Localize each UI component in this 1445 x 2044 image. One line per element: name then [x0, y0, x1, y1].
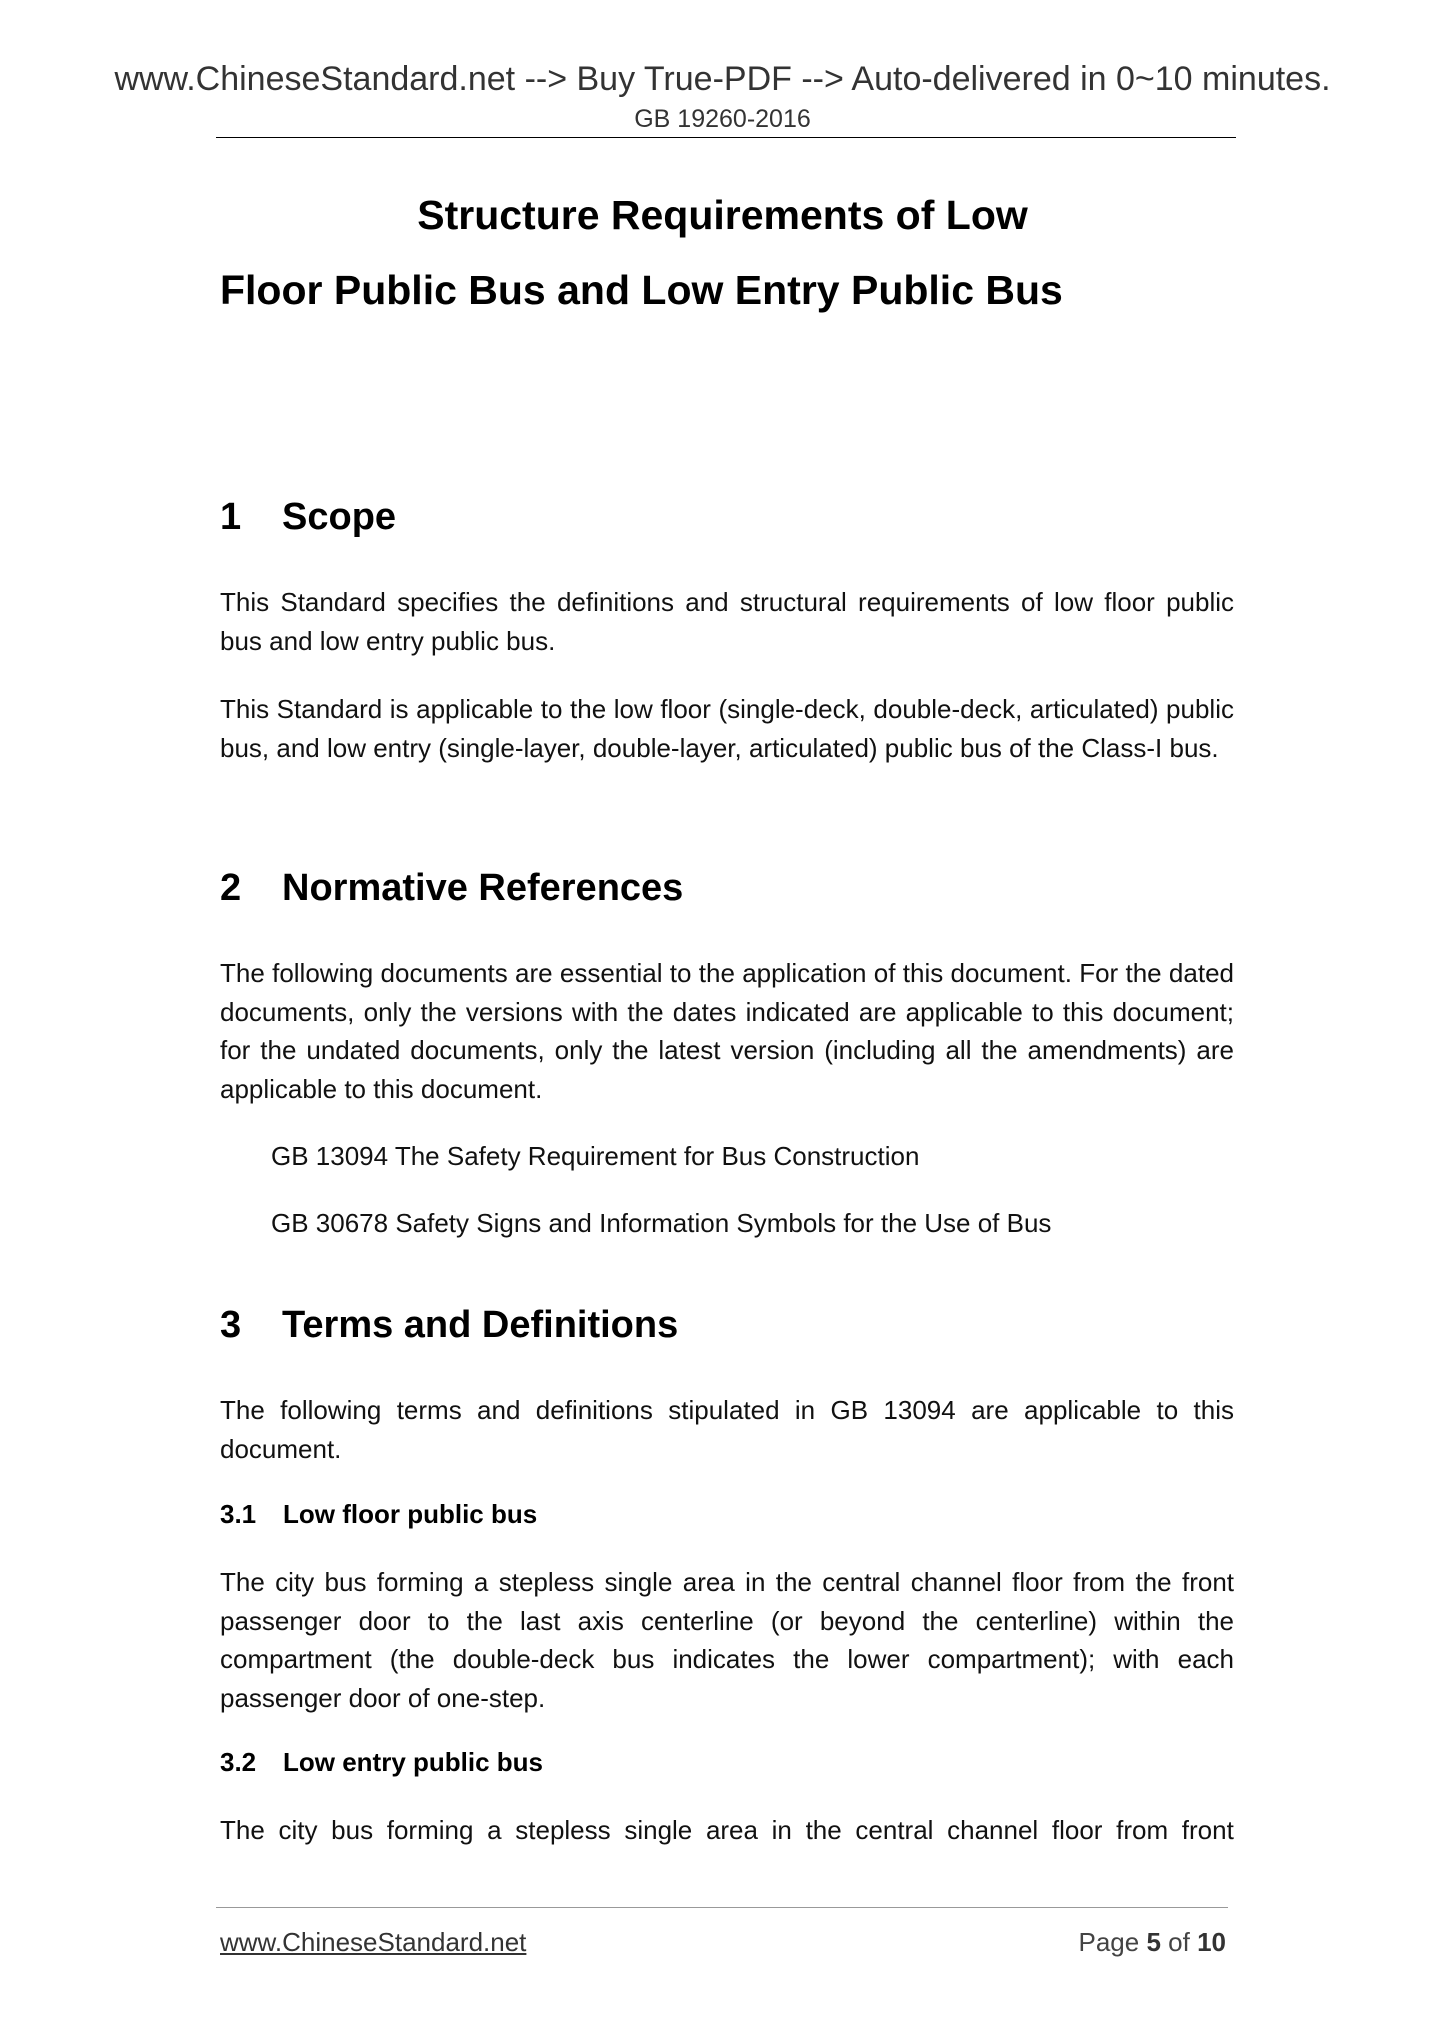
footer-site-link[interactable]: www.ChineseStandard.net — [220, 1927, 527, 1957]
word: bus — [331, 1815, 374, 1845]
page-total: 10 — [1197, 1927, 1226, 1957]
section-title: Scope — [282, 496, 397, 538]
word: area — [705, 1815, 758, 1845]
word: stepless — [515, 1815, 611, 1845]
definition-3-2-text — [220, 1811, 1234, 1849]
normative-paragraph: The following documents are essential to the application of this document. For the dated documents, only the versions with the dates indicated are applicable to this document; for the undated documents, only the latest version (including all the amendments) are applicable to this document. — [220, 958, 1234, 1104]
reference-item: GB 30678 Safety Signs and Information Symbols for the Use of Bus — [271, 1208, 1052, 1238]
section-number: 1 — [220, 496, 242, 538]
word: central — [855, 1815, 934, 1845]
page-label: Page — [1078, 1927, 1140, 1957]
scope-paragraph-2: This Standard is applicable to the low floor (single-deck, double-deck, articulated) public bus, and low entry (single-layer, double-layer, articulated) public bus of the Class-I bus. — [220, 694, 1234, 763]
word: single — [624, 1815, 693, 1845]
subsection-heading-3-2 — [220, 1746, 543, 1778]
section-title: Terms and Definitions — [282, 1304, 679, 1346]
standard-code: GB 19260-2016 — [634, 105, 811, 133]
word: in — [771, 1815, 792, 1845]
word: from — [1116, 1815, 1169, 1845]
page-of-label: of — [1168, 1927, 1190, 1957]
word: floor — [1051, 1815, 1103, 1845]
subsection-title: Low floor public bus — [283, 1499, 538, 1529]
word: front — [1181, 1815, 1234, 1845]
word: city — [278, 1815, 318, 1845]
reference-item: GB 13094 The Safety Requirement for Bus Construction — [271, 1141, 920, 1171]
word: a — [487, 1815, 502, 1845]
section-heading-scope — [220, 494, 396, 540]
subsection-heading-3-1 — [220, 1498, 537, 1530]
scope-paragraph-1: This Standard specifies the definitions and structural requirements of low floor public bus and low entry public bus. — [220, 587, 1234, 656]
footer-divider — [216, 1907, 1228, 1908]
page-indicator — [1078, 1925, 1226, 1959]
promo-banner: www.ChineseStandard.net --> Buy True-PDF --> Auto-delivered in 0~10 minutes. — [114, 60, 1331, 98]
terms-paragraph: The following terms and definitions stipulated in GB 13094 are applicable to this document. — [220, 1395, 1234, 1464]
section-number: 3 — [220, 1304, 242, 1346]
section-heading-terms-definitions — [220, 1302, 678, 1348]
document-title-line-2: Floor Public Bus and Low Entry Public Bus — [220, 267, 1063, 313]
subsection-number: 3.1 — [220, 1499, 257, 1529]
subsection-number: 3.2 — [220, 1747, 257, 1777]
subsection-title: Low entry public bus — [283, 1747, 544, 1777]
word: channel — [947, 1815, 1039, 1845]
page-number: 5 — [1146, 1927, 1161, 1957]
word: forming — [386, 1815, 474, 1845]
section-title: Normative References — [282, 867, 684, 909]
header-divider — [216, 137, 1236, 138]
word: The — [220, 1815, 265, 1845]
section-heading-normative-references — [220, 865, 683, 911]
word: the — [805, 1815, 842, 1845]
document-title-line-1: Structure Requirements of Low — [417, 192, 1028, 238]
definition-3-1-text: The city bus forming a stepless single area in the central channel floor from the front passenger door to the last axis centerline (or beyond the centerline) within the compartment (the double-deck bus indicates the lower compartment); with each passenger door of one-step. — [220, 1567, 1234, 1713]
section-number: 2 — [220, 867, 242, 909]
